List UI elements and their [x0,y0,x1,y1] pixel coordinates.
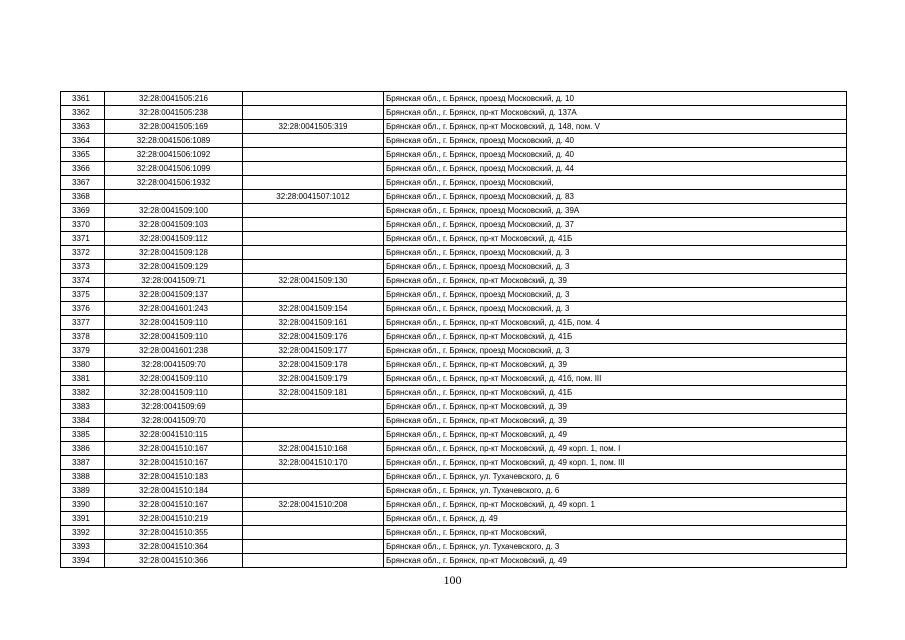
row-number-cell: 3368 [61,190,105,204]
address-cell: Брянская обл., г. Брянск, проезд Московский, д. 3 [384,260,847,274]
row-number-cell: 3361 [61,92,105,106]
table-row [61,232,847,246]
address-cell: Брянская обл., г. Брянск, проезд Московский, д. 3 [384,344,847,358]
address-cell: Брянская обл., г. Брянск, ул. Тухачевского, д. 6 [384,484,847,498]
table-row [61,526,847,540]
row-number-cell: 3394 [61,554,105,568]
address-cell: Брянская обл., г. Брянск, д. 49 [384,512,847,526]
cadastral-number-cell: 32:28:0041509:70 [105,414,243,428]
related-cadastral-number-cell: 32:28:0041509:161 [243,316,384,330]
related-cadastral-number-cell [243,176,384,190]
related-cadastral-number-cell [243,414,384,428]
cadastral-number-cell: 32:28:0041510:366 [105,554,243,568]
table-row [61,316,847,330]
address-cell: Брянская обл., г. Брянск, пр-кт Московский, д. 39 [384,400,847,414]
table-row [61,400,847,414]
related-cadastral-number-cell [243,162,384,176]
row-number-cell: 3382 [61,386,105,400]
address-cell: Брянская обл., г. Брянск, пр-кт Московский, д. 39 [384,358,847,372]
address-cell: Брянская обл., г. Брянск, проезд Московский, д. 39А [384,204,847,218]
table-row [61,442,847,456]
row-number-cell: 3375 [61,288,105,302]
table-row [61,120,847,134]
cadastral-number-cell: 32:28:0041510:219 [105,512,243,526]
cadastral-number-cell: 32:28:0041505:238 [105,106,243,120]
cadastral-number-cell: 32:28:0041506:1089 [105,134,243,148]
table-row [61,106,847,120]
table-row [61,344,847,358]
address-cell: Брянская обл., г. Брянск, проезд Московский, [384,176,847,190]
address-cell: Брянская обл., г. Брянск, пр-кт Московский, д. 148, пом. V [384,120,847,134]
address-cell: Брянская обл., г. Брянск, пр-кт Московский, д. 41Б [384,386,847,400]
cadastral-number-cell [105,190,243,204]
address-cell: Брянская обл., г. Брянск, пр-кт Московский, д. 39 [384,274,847,288]
cadastral-number-cell: 32:28:0041509:100 [105,204,243,218]
related-cadastral-number-cell [243,288,384,302]
related-cadastral-number-cell [243,92,384,106]
address-cell: Брянская обл., г. Брянск, проезд Московский, д. 3 [384,288,847,302]
table-row [61,484,847,498]
cadastral-number-cell: 32:28:0041509:110 [105,386,243,400]
row-number-cell: 3365 [61,148,105,162]
address-cell: Брянская обл., г. Брянск, проезд Московский, д. 44 [384,162,847,176]
cadastral-number-cell: 32:28:0041505:169 [105,120,243,134]
table-row [61,498,847,512]
cadastral-number-cell: 32:28:0041509:110 [105,372,243,386]
cadastral-number-cell: 32:28:0041509:112 [105,232,243,246]
cadastral-number-cell: 32:28:0041510:355 [105,526,243,540]
related-cadastral-number-cell: 32:28:0041509:154 [243,302,384,316]
table-row [61,176,847,190]
table-row [61,274,847,288]
row-number-cell: 3376 [61,302,105,316]
address-cell: Брянская обл., г. Брянск, проезд Московский, д. 83 [384,190,847,204]
cadastral-number-cell: 32:28:0041509:137 [105,288,243,302]
row-number-cell: 3370 [61,218,105,232]
cadastral-number-cell: 32:28:0041509:69 [105,400,243,414]
table-row [61,162,847,176]
cadastral-number-cell: 32:28:0041510:183 [105,470,243,484]
address-cell: Брянская обл., г. Брянск, пр-кт Московский, д. 49 корп. 1, пом. I [384,442,847,456]
related-cadastral-number-cell [243,512,384,526]
cadastral-number-cell: 32:28:0041506:1099 [105,162,243,176]
related-cadastral-number-cell: 32:28:0041507:1012 [243,190,384,204]
table-row [61,92,847,106]
address-cell: Брянская обл., г. Брянск, ул. Тухачевского, д. 6 [384,470,847,484]
address-cell: Брянская обл., г. Брянск, пр-кт Московский, д. 41Б [384,232,847,246]
table-row [61,470,847,484]
row-number-cell: 3371 [61,232,105,246]
row-number-cell: 3367 [61,176,105,190]
table-row [61,134,847,148]
address-cell: Брянская обл., г. Брянск, проезд Московский, д. 40 [384,148,847,162]
row-number-cell: 3385 [61,428,105,442]
registry-table-body [61,92,847,568]
cadastral-number-cell: 32:28:0041510:167 [105,442,243,456]
row-number-cell: 3378 [61,330,105,344]
registry-table [60,91,847,568]
row-number-cell: 3388 [61,470,105,484]
row-number-cell: 3372 [61,246,105,260]
cadastral-number-cell: 32:28:0041510:115 [105,428,243,442]
related-cadastral-number-cell [243,106,384,120]
table-row [61,218,847,232]
table-row [61,246,847,260]
row-number-cell: 3387 [61,456,105,470]
row-number-cell: 3384 [61,414,105,428]
row-number-cell: 3374 [61,274,105,288]
related-cadastral-number-cell [243,484,384,498]
cadastral-number-cell: 32:28:0041510:167 [105,498,243,512]
related-cadastral-number-cell [243,526,384,540]
table-row [61,260,847,274]
cadastral-number-cell: 32:28:0041509:71 [105,274,243,288]
related-cadastral-number-cell: 32:28:0041509:178 [243,358,384,372]
related-cadastral-number-cell [243,470,384,484]
row-number-cell: 3393 [61,540,105,554]
table-row [61,302,847,316]
related-cadastral-number-cell [243,134,384,148]
address-cell: Брянская обл., г. Брянск, пр-кт Московский, д. 49 корп. 1 [384,498,847,512]
related-cadastral-number-cell [243,428,384,442]
row-number-cell: 3392 [61,526,105,540]
row-number-cell: 3383 [61,400,105,414]
cadastral-number-cell: 32:28:0041509:110 [105,330,243,344]
related-cadastral-number-cell [243,204,384,218]
cadastral-number-cell: 32:28:0041509:129 [105,260,243,274]
related-cadastral-number-cell: 32:28:0041505:319 [243,120,384,134]
cadastral-number-cell: 32:28:0041506:1092 [105,148,243,162]
related-cadastral-number-cell [243,260,384,274]
address-cell: Брянская обл., г. Брянск, пр-кт Московский, д. 41б, пом. III [384,372,847,386]
table-row [61,330,847,344]
table-row [61,540,847,554]
cadastral-number-cell: 32:28:0041509:103 [105,218,243,232]
row-number-cell: 3373 [61,260,105,274]
address-cell: Брянская обл., г. Брянск, проезд Московский, д. 40 [384,134,847,148]
related-cadastral-number-cell: 32:28:0041510:208 [243,498,384,512]
table-row [61,386,847,400]
cadastral-number-cell: 32:28:0041505:216 [105,92,243,106]
related-cadastral-number-cell [243,232,384,246]
table-row [61,358,847,372]
cadastral-number-cell: 32:28:0041510:167 [105,456,243,470]
registry-table-container [60,91,846,568]
related-cadastral-number-cell: 32:28:0041509:181 [243,386,384,400]
table-row [61,190,847,204]
table-row [61,554,847,568]
related-cadastral-number-cell [243,218,384,232]
row-number-cell: 3369 [61,204,105,218]
related-cadastral-number-cell: 32:28:0041509:176 [243,330,384,344]
address-cell: Брянская обл., г. Брянск, ул. Тухачевского, д. 3 [384,540,847,554]
row-number-cell: 3363 [61,120,105,134]
table-row [61,372,847,386]
address-cell: Брянская обл., г. Брянск, пр-кт Московский, д. 49 [384,428,847,442]
page-number: 100 [443,573,462,587]
related-cadastral-number-cell [243,554,384,568]
address-cell: Брянская обл., г. Брянск, проезд Московский, д. 3 [384,246,847,260]
table-row [61,148,847,162]
table-row [61,512,847,526]
related-cadastral-number-cell: 32:28:0041509:130 [243,274,384,288]
cadastral-number-cell: 32:28:0041509:70 [105,358,243,372]
related-cadastral-number-cell: 32:28:0041509:179 [243,372,384,386]
address-cell: Брянская обл., г. Брянск, проезд Московский, д. 10 [384,92,847,106]
table-row [61,456,847,470]
cadastral-number-cell: 32:28:0041601:243 [105,302,243,316]
row-number-cell: 3366 [61,162,105,176]
row-number-cell: 3364 [61,134,105,148]
table-row [61,288,847,302]
related-cadastral-number-cell: 32:28:0041510:170 [243,456,384,470]
related-cadastral-number-cell [243,148,384,162]
row-number-cell: 3377 [61,316,105,330]
address-cell: Брянская обл., г. Брянск, пр-кт Московский, д. 41Б, пом. 4 [384,316,847,330]
row-number-cell: 3390 [61,498,105,512]
address-cell: Брянская обл., г. Брянск, пр-кт Московский, [384,526,847,540]
address-cell: Брянская обл., г. Брянск, пр-кт Московский, д. 137А [384,106,847,120]
cadastral-number-cell: 32:28:0041509:128 [105,246,243,260]
row-number-cell: 3379 [61,344,105,358]
table-row [61,204,847,218]
related-cadastral-number-cell [243,246,384,260]
related-cadastral-number-cell: 32:28:0041509:177 [243,344,384,358]
address-cell: Брянская обл., г. Брянск, пр-кт Московский, д. 49 корп. 1, пом. III [384,456,847,470]
cadastral-number-cell: 32:28:0041509:110 [105,316,243,330]
row-number-cell: 3381 [61,372,105,386]
address-cell: Брянская обл., г. Брянск, проезд Московский, д. 37 [384,218,847,232]
row-number-cell: 3386 [61,442,105,456]
related-cadastral-number-cell [243,540,384,554]
related-cadastral-number-cell: 32:28:0041510:168 [243,442,384,456]
cadastral-number-cell: 32:28:0041510:364 [105,540,243,554]
cadastral-number-cell: 32:28:0041506:1932 [105,176,243,190]
row-number-cell: 3380 [61,358,105,372]
address-cell: Брянская обл., г. Брянск, проезд Московский, д. 3 [384,302,847,316]
row-number-cell: 3389 [61,484,105,498]
table-row [61,414,847,428]
address-cell: Брянская обл., г. Брянск, пр-кт Московский, д. 41Б [384,330,847,344]
cadastral-number-cell: 32:28:0041510:184 [105,484,243,498]
address-cell: Брянская обл., г. Брянск, пр-кт Московский, д. 49 [384,554,847,568]
cadastral-number-cell: 32:28:0041601:238 [105,344,243,358]
address-cell: Брянская обл., г. Брянск, пр-кт Московский, д. 39 [384,414,847,428]
related-cadastral-number-cell [243,400,384,414]
row-number-cell: 3391 [61,512,105,526]
row-number-cell: 3362 [61,106,105,120]
table-row [61,428,847,442]
